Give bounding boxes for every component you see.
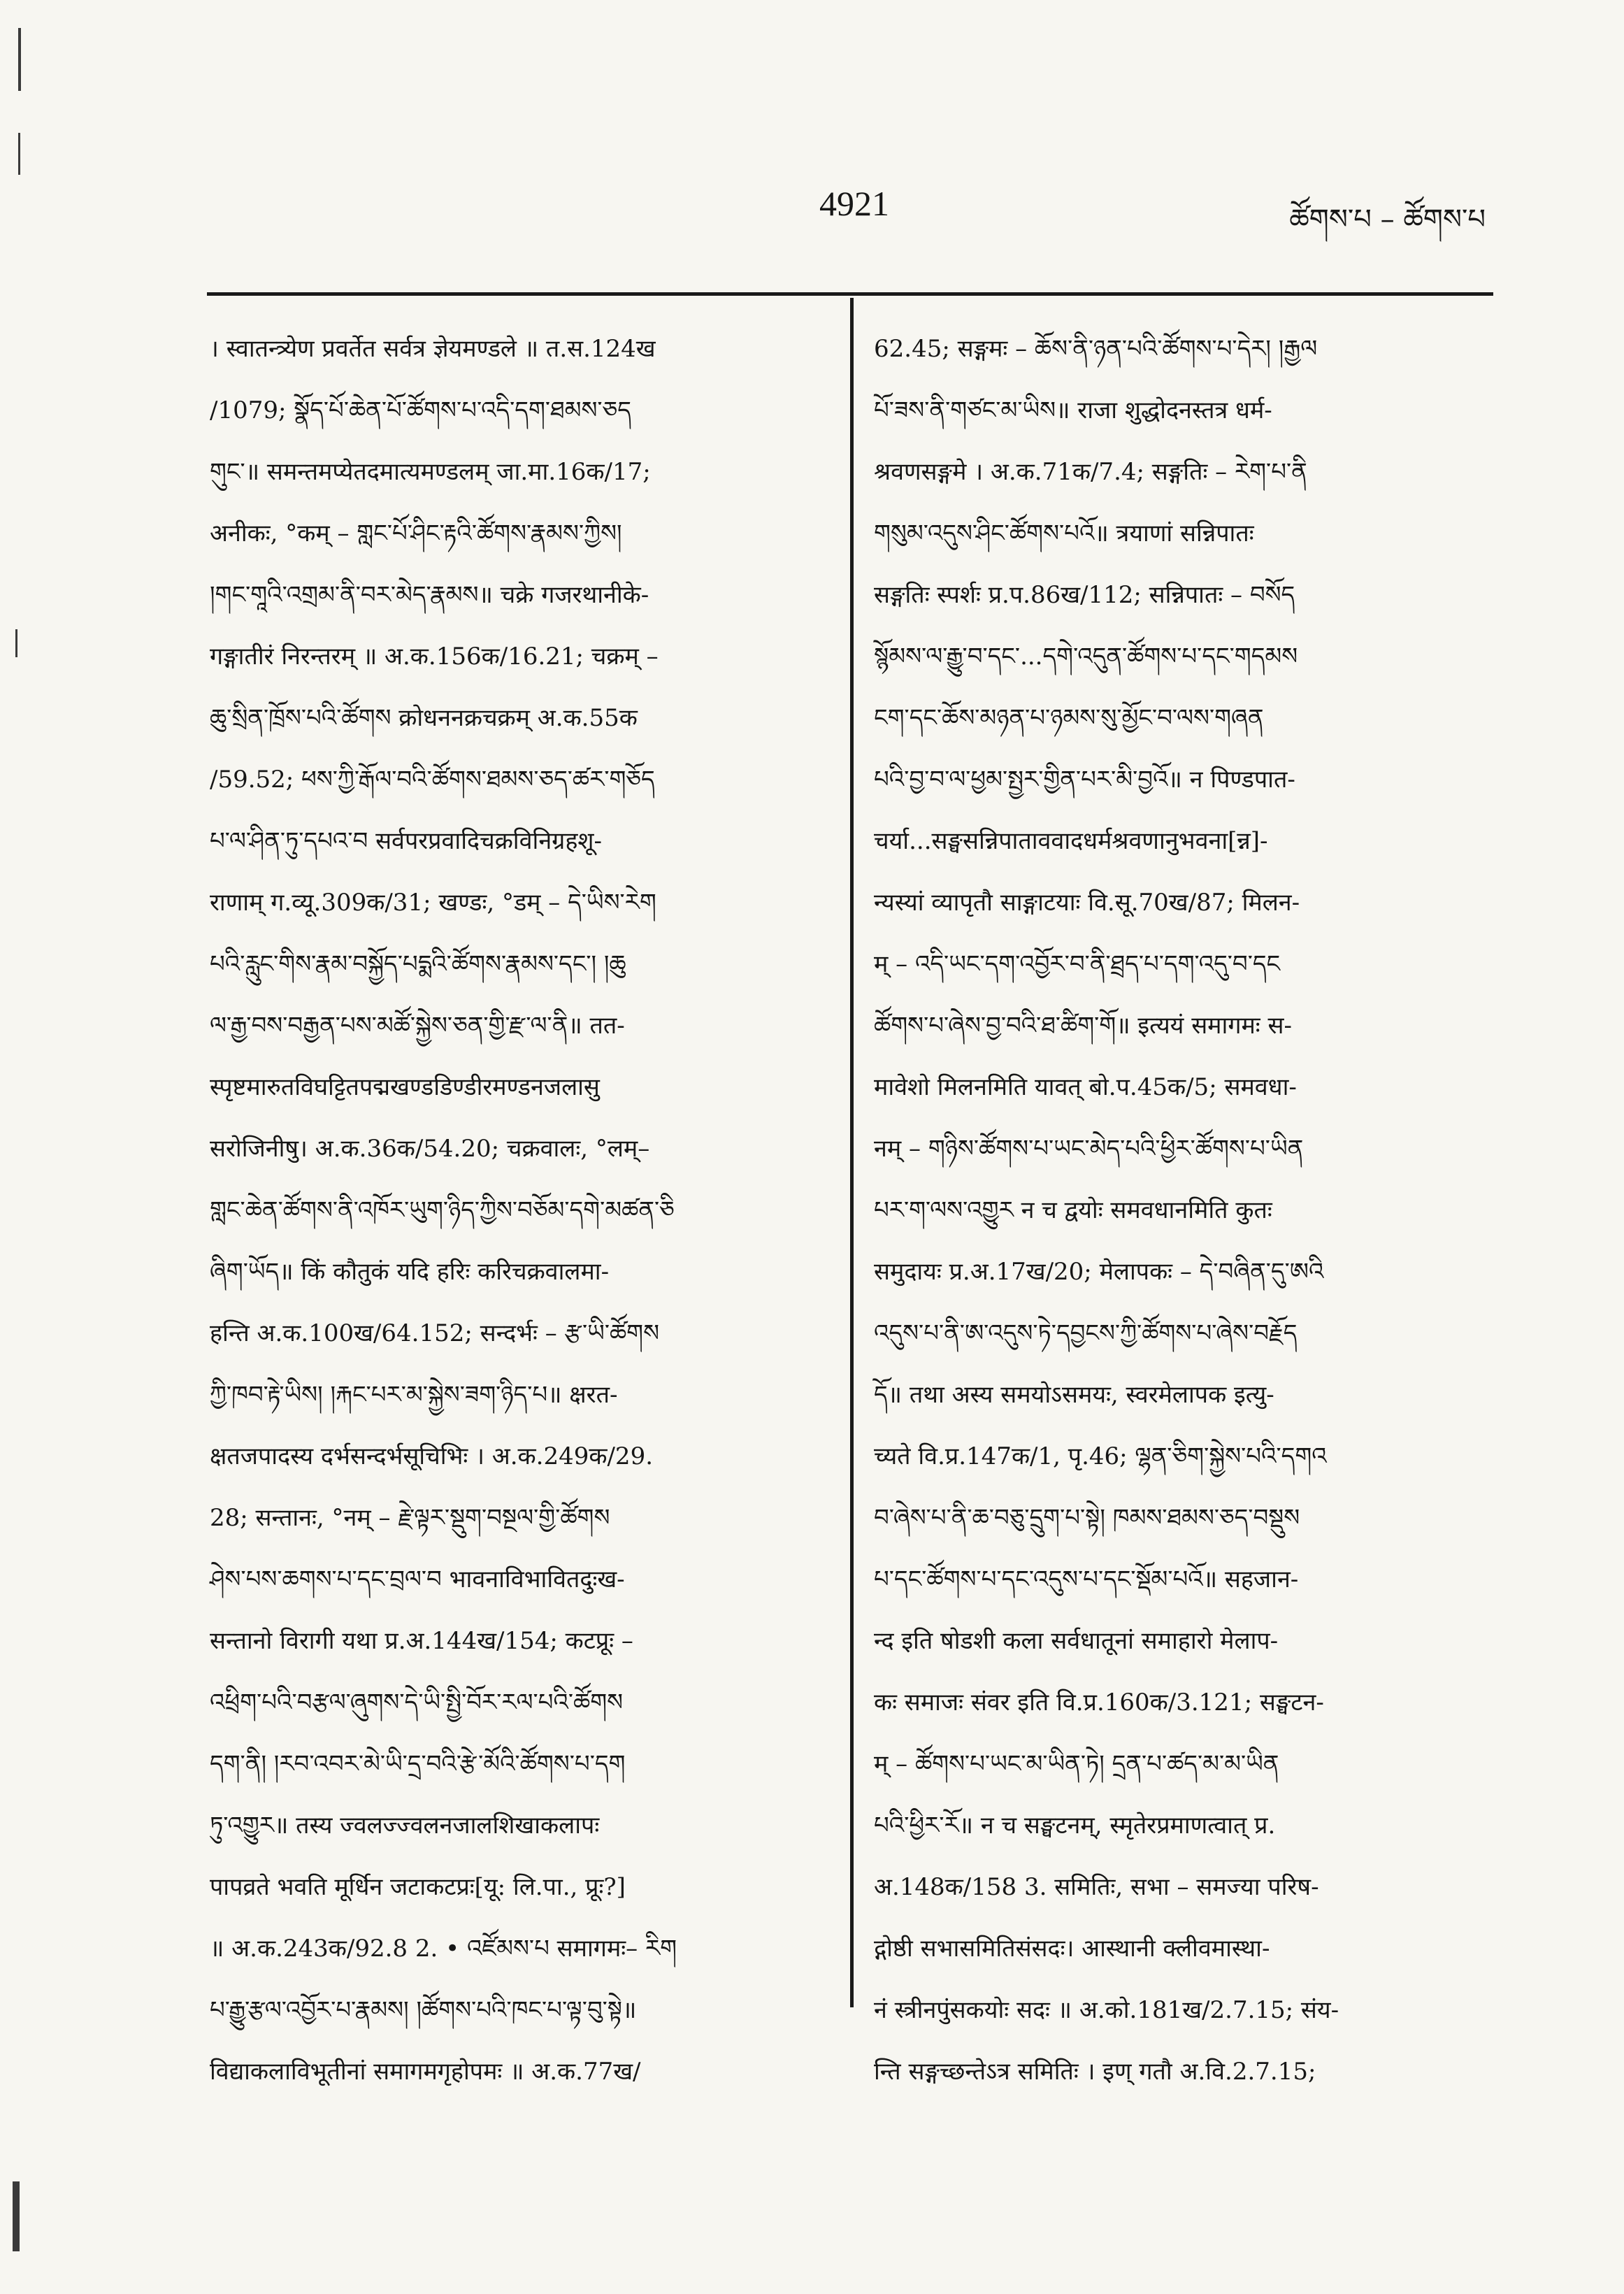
left-column	[210, 318, 836, 2086]
dictionary-line: དག་ནི། །རབ་འབར་མེ་ཡི་དྲ་བའི་རྩེ་མོའི་ཚོགས་པ་དག	[210, 1750, 626, 1778]
dictionary-line: स्पृष्टमारुतविघट्टितपद्मखण्डडिण्डीरमण्डनजलासु	[210, 1073, 600, 1101]
scan-edge-mark	[15, 629, 17, 657]
dictionary-line: कः समाजः संवर इति वि.प्र.160क/3.121; सङ्घटन-	[874, 1689, 1324, 1716]
column-divider	[850, 298, 854, 2007]
dictionary-line: न्यस्यां व्यापृतौ साङ्गाटयाः वि.सू.70ख/87; मिलन-	[874, 889, 1300, 917]
dictionary-line: པ་རྒྱུ་རྩལ་འབྱོར་པ་རྣམས། །ཚོགས་པའི་ཁང་པ་ལྟ་བུ་སྟེ॥	[210, 1996, 637, 2024]
header-rule	[207, 292, 1493, 296]
dictionary-line: नम् – གཉིས་ཚོགས་པ་ཡང་མེད་པའི་ཕྱིར་ཚོགས་པ་ཡིན	[874, 1135, 1304, 1163]
dictionary-line: चर्या...सङ्घसन्निपाताववादधर्मश्रवणानुभवना[न्न]-	[874, 827, 1268, 855]
dictionary-line: ཤེས་པས་ཆགས་པ་དང་བྲལ་བ भावनाविभावितदुःख-	[210, 1565, 625, 1593]
dictionary-line: ॥ अ.क.243क/92.8 2. • འཛོམས་པ समागमः– རིག	[210, 1935, 677, 1963]
dictionary-line: श्रवणसङ्गमे । अ.क.71क/7.4; सङ्गतिः – རེག་པ་ནི	[874, 458, 1307, 486]
dictionary-line: न्द इति षोडशी कला सर्वधातूनां समाहारो मेलाप-	[874, 1627, 1279, 1655]
dictionary-line: པ་དང་ཚོགས་པ་དང་འདུས་པ་དང་སྡོམ་པའོ॥ सहजान-	[874, 1565, 1299, 1593]
dictionary-line: च्यते वि.प्र.147क/1, पृ.46; ལྷན་ཅིག་སྐྱེས་པའི་དགའ	[874, 1442, 1327, 1470]
dictionary-line: ལ་རྒྱ་བས་བརྒྱན་པས་མཚོ་སྐྱེས་ཅན་གྱི་རྫ་ལ་ནི॥ तत-	[210, 1012, 625, 1040]
dictionary-line: བ་ཞེས་པ་ནི་ཆ་བཅུ་དྲུག་པ་སྟེ། ཁམས་ཐམས་ཅད་བསྡུས	[874, 1504, 1300, 1532]
dictionary-line: གུང་॥ समन्तमप्येतदमात्यमण्डलम् जा.मा.16क/17;	[210, 458, 651, 486]
dictionary-line: सरोजिनीषु। अ.क.36क/54.20; चक्रवालः, °लम्–	[210, 1135, 650, 1163]
dictionary-line: /1079; སྣོད་པོ་ཆེན་པོ་ཚོགས་པ་འདི་དག་ཐམས་ཅད	[210, 396, 631, 424]
dictionary-line: द्गोष्ठी सभासमितिसंसदः। आस्थानी क्लीवमास्था-	[874, 1935, 1270, 1963]
dictionary-line: ཆུ་སྲིན་ཁྲོས་པའི་ཚོགས क्रोधननक्रचक्रम् अ.क.55क	[210, 704, 638, 732]
dictionary-line: न्ति सङ्गच्छन्तेऽत्र समितिः । इण् गतौ अ.वि.2.7.15;	[874, 2058, 1316, 2086]
dictionary-line: ཚོགས་པ་ཞེས་བྱ་བའི་ཐ་ཚིག་གོ॥ इत्ययं समागमः स-	[874, 1012, 1292, 1040]
dictionary-line: དོ॥ तथा अस्य समयोऽसमयः, स्वरमेलापक इत्यु-	[874, 1381, 1274, 1409]
dictionary-line: 28; सन्तानः, °नम् – རྗེ་ལྟར་སྡུག་བསྔལ་གྱི་ཚོགས	[210, 1504, 610, 1532]
dictionary-line: སྙོམས་ལ་རྒྱུ་བ་དང་...དགེ་འདུན་ཚོགས་པ་དང་གདམས	[874, 643, 1298, 671]
scan-edge-mark	[18, 28, 21, 91]
dictionary-line: །གང་གཱའི་འགྲམ་ནི་བར་མེད་རྣམས॥ चक्रे गजरथानीके-	[210, 581, 649, 609]
dictionary-line: པའི་ཕྱིར་རོ॥ न च सङ्घटनम्, स्मृतेरप्रमाणत्वात् प्र.	[874, 1812, 1276, 1840]
dictionary-line: ཏུ་འགྱུར॥ तस्य ज्वलज्ज्वलनजालशिखाकलापः	[210, 1812, 600, 1840]
dictionary-line: राणाम् ग.व्यू.309क/31; खण्डः, °डम् – དེ་ཡིས་རེག	[210, 889, 656, 917]
dictionary-line: པའི་བྱ་བ་ལ་ཕྱམ་སྤྱར་གྱིན་པར་མི་བྱའོ॥ न पिण्डपात-	[874, 766, 1295, 794]
dictionary-line: ཞིག་ཡོད॥ किं कौतुकं यदि हरिः करिचक्रवालमा-	[210, 1258, 610, 1286]
dictionary-line: ངག་དང་ཆོས་མཉན་པ་ཉམས་སུ་མྱོང་བ་ལས་གཞན	[874, 704, 1264, 732]
dictionary-line: པོ་ཟས་ནི་གཙང་མ་ཡིས॥ राजा शुद्धोदनस्तत्र धर्म-	[874, 396, 1272, 424]
dictionary-line: गङ्गातीरं निरन्तरम् ॥ अ.क.156क/16.21; चक्रम् –	[210, 643, 659, 671]
scan-edge-mark	[13, 2181, 20, 2251]
dictionary-line: 62.45; सङ्गमः – ཆོས་ནི་ཉན་པའི་ཚོགས་པ་དེར། །རྒྱལ	[874, 335, 1318, 363]
page-header	[0, 183, 1624, 239]
dictionary-line: समुदायः प्र.अ.17ख/20; मेलापकः – དེ་བཞིན་དུ་ཨའི	[874, 1258, 1324, 1286]
dictionary-line: म् – ཚོགས་པ་ཡང་མ་ཡིན་ཏེ། དྲན་པ་ཚད་མ་མ་ཡིན	[874, 1750, 1279, 1778]
dictionary-line: अ.148क/158 3. समितिः, सभा – समज्या परिष-	[874, 1873, 1319, 1901]
dictionary-line: हन्ति अ.क.100ख/64.152; सन्दर्भः – རྩ་ཡི་ཚོགས	[210, 1319, 660, 1347]
dictionary-line: सङ्गतिः स्पर्शः प्र.प.86ख/112; सन्निपातः – བསོད	[874, 581, 1295, 609]
dictionary-line: པའི་རླུང་གིས་རྣམ་བསྐྱོད་པདྨའི་ཚོགས་རྣམས་དང་། །ཆུ	[210, 950, 626, 978]
dictionary-line: म् – འདི་ཡང་དག་འབྱོར་བ་ནི་ཐྲད་པ་དག་འདུ་བ་དང	[874, 950, 1281, 978]
dictionary-line: सन्तानो विरागी यथा प्र.अ.144ख/154; कटप्रूः –	[210, 1627, 633, 1655]
scan-edge-mark	[18, 133, 20, 175]
dictionary-line: འཕྲིག་པའི་བརྩལ་ཞུགས་དེ་ཡི་སྤྱི་བོར་རལ་པའི་ཚོགས	[210, 1689, 624, 1716]
dictionary-line: ཀྱི་ཁབ་རྟེ་ཡིས། །རྐང་པར་མ་སྐྱེས་ཟག་ཉིད་པ॥ क्षरत-	[210, 1381, 618, 1409]
dictionary-line: पापव्रते भवति मूर्धिन जटाकटप्रः[यू: लि.पा., प्रूः?]	[210, 1873, 626, 1901]
dictionary-line: । स्वातन्त्र्येण प्रवर्तेत सर्वत्र ज्ञेयमण्डले ॥ त.स.124ख	[210, 335, 656, 363]
dictionary-line: /59.52; ཕས་ཀྱི་རྒོལ་བའི་ཚོགས་ཐམས་ཅད་ཚར་གཅོད	[210, 766, 655, 794]
dictionary-line: नं स्त्रीनपुंसकयोः सदः ॥ अ.को.181ख/2.7.15; संय-	[874, 1996, 1339, 2024]
dictionary-line: པ་ལ་ཤིན་ཏུ་དཔའ་བ सर्वपरप्रवादिचक्रविनिग्रहशू-	[210, 827, 603, 855]
right-column	[874, 318, 1489, 2086]
dictionary-line: གསུམ་འདུས་ཤིང་ཚོགས་པའོ॥ त्रयाणां सन्निपातः	[874, 519, 1254, 547]
dictionary-line: གླང་ཆེན་ཚོགས་ནི་འཁོར་ཡུག་ཉིད་ཀྱིས་བཅོམ་དགེ་མཚན་ཅི	[210, 1196, 675, 1224]
running-head: ཚོགས་པ – ཚོགས་པ	[1289, 203, 1486, 236]
dictionary-line: པར་ག་ལས་འགྱུར न च द्वयोः समवधानमिति कुतः	[874, 1196, 1272, 1224]
dictionary-line: འདུས་པ་ནི་ཨ་འདུས་ཏེ་དབྱངས་ཀྱི་ཚོགས་པ་ཞེས་བརྗོད	[874, 1319, 1298, 1347]
dictionary-line: विद्याकलाविभूतीनां समागमगृहोपमः ॥ अ.क.77ख/	[210, 2058, 641, 2086]
dictionary-line: क्षतजपादस्य दर्भसन्दर्भसूचिभिः । अ.क.249क/29.	[210, 1442, 654, 1470]
dictionary-line: मावेशो मिलनमिति यावत् बो.प.45क/5; समवधा-	[874, 1073, 1297, 1101]
dictionary-line: अनीकः, °कम् – གླང་པོ་ཤིང་རྟའི་ཚོགས་རྣམས་ཀྱིས།	[210, 519, 622, 547]
page-number: 4921	[819, 184, 889, 223]
